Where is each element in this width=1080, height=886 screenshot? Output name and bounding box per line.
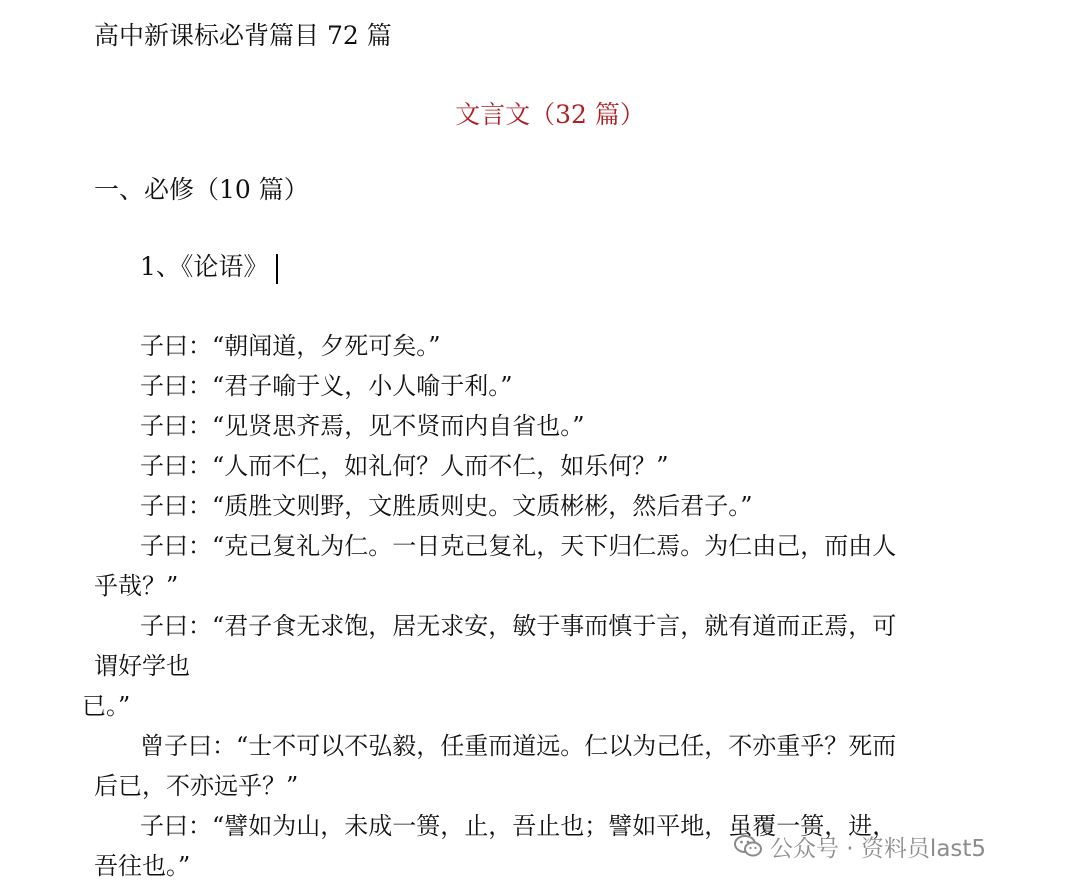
watermark-text: 公众号 · 资料员last5 <box>770 835 987 862</box>
document-title: 高中新课标必背篇目 72 篇 <box>94 21 392 50</box>
quote-line: 子曰：“君子喻于义，小人喻于利。” <box>140 372 513 400</box>
item-heading <box>140 249 278 285</box>
part-heading: 一、必修（10 篇） <box>94 175 309 204</box>
quote-continuation: 后已，不亦远乎？” <box>94 772 299 800</box>
quote-line: 子曰：“见贤思齐焉，见不贤而内自省也。” <box>140 412 585 440</box>
quote-line: 子曰：“人而不仁，如礼何？人而不仁，如乐何？” <box>140 452 669 480</box>
quote-line: 子曰：“君子食无求饱，居无求安，敏于事而慎于言，就有道而正焉，可 <box>140 612 897 640</box>
quote-line: 曾子曰：“士不可以不弘毅，任重而道远。仁以为己任，不亦重乎？死而 <box>140 732 897 760</box>
quote-continuation: 谓好学也 <box>94 652 190 680</box>
watermark <box>734 826 986 866</box>
quote-continuation: 乎哉？” <box>94 572 179 600</box>
quote-continuation: 已。” <box>82 692 131 720</box>
quote-line: 子曰：“譬如为山，未成一篑，止，吾止也；譬如平地，虽覆一篑，进， <box>140 812 897 840</box>
quote-continuation: 吾往也。” <box>94 852 191 880</box>
quote-list <box>82 326 1024 886</box>
quote-line: 子曰：“朝闻道，夕死可矣。” <box>140 332 441 360</box>
quote-line: 子曰：“克己复礼为仁。一日克己复礼，天下归仁焉。为仁由己，而由人 <box>140 532 897 560</box>
quote-line: 子曰：“质胜文则野，文胜质则史。文质彬彬，然后君子。” <box>140 492 753 520</box>
section-title: 文言文（32 篇） <box>455 100 645 129</box>
wechat-icon <box>734 834 762 858</box>
text-cursor <box>276 254 278 284</box>
item-heading-text: 1、《论语》 <box>140 252 269 281</box>
